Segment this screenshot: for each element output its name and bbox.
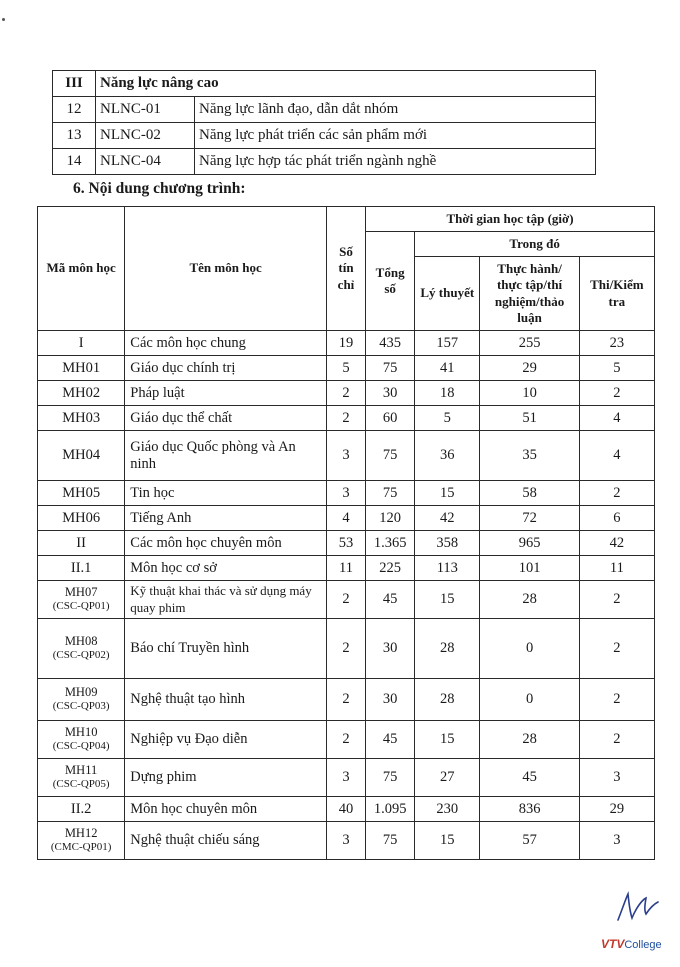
subject-name: Pháp luật	[125, 381, 327, 406]
subject-credits: 11	[326, 556, 365, 581]
signature-mark	[612, 890, 660, 924]
subject-name: Dựng phim	[125, 759, 327, 797]
competency-row	[53, 149, 596, 175]
competency-row	[53, 97, 596, 123]
subject-total: 225	[366, 556, 415, 581]
subject-name: Các môn học chuyên môn	[125, 531, 327, 556]
subject-total: 75	[366, 481, 415, 506]
subject-exam: 3	[579, 822, 654, 860]
subject-practice: 29	[480, 356, 579, 381]
subject-code-sub: (CSC-QP01)	[52, 600, 110, 613]
subject-theory: 157	[415, 331, 480, 356]
table-row	[38, 797, 655, 822]
subject-code: MH05	[38, 481, 125, 506]
subject-practice: 965	[480, 531, 579, 556]
subject-credits: 3	[326, 759, 365, 797]
logo-suffix: College	[624, 939, 662, 951]
subject-code-main: MH12	[64, 826, 98, 841]
subject-name: Các môn học chung	[125, 331, 327, 356]
competency-desc: Năng lực hợp tác phát triển ngành nghề	[195, 149, 596, 175]
competency-desc: Năng lực phát triển các sản phẩm mới	[195, 123, 596, 149]
subject-practice: 28	[480, 581, 579, 619]
table-row	[38, 331, 655, 356]
header-credits: Số tín chỉ	[326, 207, 365, 331]
table-row	[38, 759, 655, 797]
subject-exam: 2	[579, 581, 654, 619]
subject-code-main: MH11	[65, 763, 98, 778]
competency-no: 14	[53, 149, 96, 175]
subject-code: MH02	[38, 381, 125, 406]
subject-code-main: MH08	[64, 634, 98, 649]
subject-exam: 3	[579, 759, 654, 797]
subject-total: 435	[366, 331, 415, 356]
table-row	[38, 481, 655, 506]
logo-brand: VTV	[601, 937, 625, 951]
competency-table	[52, 70, 596, 175]
subject-theory: 113	[415, 556, 480, 581]
table-row	[38, 581, 655, 619]
subject-theory: 36	[415, 431, 480, 481]
subject-credits: 2	[326, 721, 365, 759]
subject-credits: 2	[326, 406, 365, 431]
subject-credits: 4	[326, 506, 365, 531]
subject-name: Tin học	[125, 481, 327, 506]
competency-desc: Năng lực lãnh đạo, dẫn dắt nhóm	[195, 97, 596, 123]
vtv-college-logo	[601, 937, 662, 951]
subject-credits: 2	[326, 581, 365, 619]
subject-credits: 40	[326, 797, 365, 822]
subject-name: Báo chí Truyền hình	[125, 619, 327, 679]
subject-code-main: MH09	[64, 685, 98, 700]
subject-total: 1.095	[366, 797, 415, 822]
header-exam: Thi/Kiểm tra	[579, 257, 654, 331]
subject-exam: 4	[579, 431, 654, 481]
subject-theory: 15	[415, 481, 480, 506]
subject-code	[38, 721, 125, 759]
header-practice: Thực hành/ thực tập/thí nghiệm/thảo luận	[480, 257, 579, 331]
subject-code	[38, 759, 125, 797]
subject-name: Môn học cơ sở	[125, 556, 327, 581]
subject-theory: 41	[415, 356, 480, 381]
subject-total: 45	[366, 581, 415, 619]
subject-code: MH06	[38, 506, 125, 531]
subject-theory: 15	[415, 581, 480, 619]
table-row	[38, 619, 655, 679]
table-row	[38, 531, 655, 556]
subject-theory: 5	[415, 406, 480, 431]
subject-total: 75	[366, 356, 415, 381]
subject-practice: 58	[480, 481, 579, 506]
subject-name: Nghệ thuật chiếu sáng	[125, 822, 327, 860]
subject-total: 120	[366, 506, 415, 531]
subject-code: MH04	[38, 431, 125, 481]
subject-practice: 72	[480, 506, 579, 531]
subject-credits: 3	[326, 822, 365, 860]
table-row	[38, 822, 655, 860]
subject-name: Môn học chuyên môn	[125, 797, 327, 822]
competency-code: NLNC-02	[96, 123, 195, 149]
subject-total: 75	[366, 431, 415, 481]
subject-theory: 230	[415, 797, 480, 822]
subject-total: 30	[366, 381, 415, 406]
subject-exam: 29	[579, 797, 654, 822]
subject-code-sub: (CSC-QP03)	[52, 700, 110, 713]
subject-name: Giáo dục thể chất	[125, 406, 327, 431]
subject-credits: 2	[326, 679, 365, 721]
competency-row	[53, 123, 596, 149]
subject-code-sub: (CSC-QP05)	[52, 778, 110, 791]
subject-theory: 42	[415, 506, 480, 531]
subject-practice: 0	[480, 679, 579, 721]
header-theory: Lý thuyết	[415, 257, 480, 331]
subject-total: 45	[366, 721, 415, 759]
subject-name: Nghiệp vụ Đạo diễn	[125, 721, 327, 759]
table-row	[38, 356, 655, 381]
table-row	[38, 679, 655, 721]
group-index: III	[53, 71, 96, 97]
subject-exam: 11	[579, 556, 654, 581]
subject-practice: 101	[480, 556, 579, 581]
subject-practice: 35	[480, 431, 579, 481]
subject-code: I	[38, 331, 125, 356]
program-content-table	[37, 206, 655, 860]
section-heading: 6. Nội dung chương trình:	[73, 180, 246, 197]
subject-name: Tiếng Anh	[125, 506, 327, 531]
subject-code	[38, 581, 125, 619]
subject-code: II	[38, 531, 125, 556]
subject-exam: 2	[579, 619, 654, 679]
subject-code	[38, 679, 125, 721]
table-row	[38, 721, 655, 759]
header-name: Tên môn học	[125, 207, 327, 331]
subject-exam: 2	[579, 481, 654, 506]
subject-practice: 255	[480, 331, 579, 356]
subject-code-sub: (CSC-QP04)	[52, 740, 110, 753]
subject-code-sub: (CSC-QP02)	[52, 649, 110, 662]
subject-credits: 5	[326, 356, 365, 381]
subject-credits: 3	[326, 431, 365, 481]
subject-practice: 28	[480, 721, 579, 759]
header-code: Mã môn học	[38, 207, 125, 331]
competency-code: NLNC-04	[96, 149, 195, 175]
subject-total: 60	[366, 406, 415, 431]
subject-practice: 0	[480, 619, 579, 679]
subject-code-main: MH07	[64, 585, 98, 600]
subject-code	[38, 822, 125, 860]
subject-theory: 28	[415, 619, 480, 679]
competency-no: 12	[53, 97, 96, 123]
subject-theory: 358	[415, 531, 480, 556]
subject-practice: 45	[480, 759, 579, 797]
subject-code: II.2	[38, 797, 125, 822]
competency-group-row	[53, 71, 596, 97]
subject-theory: 27	[415, 759, 480, 797]
subject-credits: 2	[326, 381, 365, 406]
subject-credits: 19	[326, 331, 365, 356]
subject-total: 75	[366, 822, 415, 860]
subject-theory: 15	[415, 721, 480, 759]
table-row	[38, 506, 655, 531]
subject-practice: 51	[480, 406, 579, 431]
subject-theory: 28	[415, 679, 480, 721]
subject-practice: 57	[480, 822, 579, 860]
subject-credits: 2	[326, 619, 365, 679]
table-row	[38, 406, 655, 431]
subject-exam: 2	[579, 381, 654, 406]
subject-total: 30	[366, 679, 415, 721]
subject-exam: 2	[579, 721, 654, 759]
subject-practice: 836	[480, 797, 579, 822]
subject-code: MH03	[38, 406, 125, 431]
group-label: Năng lực nâng cao	[96, 71, 596, 97]
subject-exam: 23	[579, 331, 654, 356]
subject-name: Kỹ thuật khai thác và sử dụng máy quay phim	[125, 581, 327, 619]
competency-no: 13	[53, 123, 96, 149]
subject-exam: 42	[579, 531, 654, 556]
subject-practice: 10	[480, 381, 579, 406]
table-row	[38, 431, 655, 481]
subject-credits: 3	[326, 481, 365, 506]
subject-exam: 6	[579, 506, 654, 531]
header-total: Tổng số	[366, 232, 415, 331]
subject-code: MH01	[38, 356, 125, 381]
subject-exam: 5	[579, 356, 654, 381]
subject-exam: 2	[579, 679, 654, 721]
scan-dot	[2, 18, 5, 21]
subject-code	[38, 619, 125, 679]
subject-code-sub: (CMC-QP01)	[50, 841, 112, 854]
subject-total: 1.365	[366, 531, 415, 556]
header-time-group: Thời gian học tập (giờ)	[366, 207, 655, 232]
subject-total: 30	[366, 619, 415, 679]
subject-total: 75	[366, 759, 415, 797]
subject-name: Nghệ thuật tạo hình	[125, 679, 327, 721]
header-within: Trong đó	[415, 232, 655, 257]
subject-credits: 53	[326, 531, 365, 556]
table-row	[38, 381, 655, 406]
subject-theory: 18	[415, 381, 480, 406]
subject-name: Giáo dục Quốc phòng và An ninh	[125, 431, 327, 481]
subject-code: II.1	[38, 556, 125, 581]
subject-name: Giáo dục chính trị	[125, 356, 327, 381]
competency-code: NLNC-01	[96, 97, 195, 123]
table-row	[38, 556, 655, 581]
subject-code-main: MH10	[64, 725, 98, 740]
subject-exam: 4	[579, 406, 654, 431]
subject-theory: 15	[415, 822, 480, 860]
